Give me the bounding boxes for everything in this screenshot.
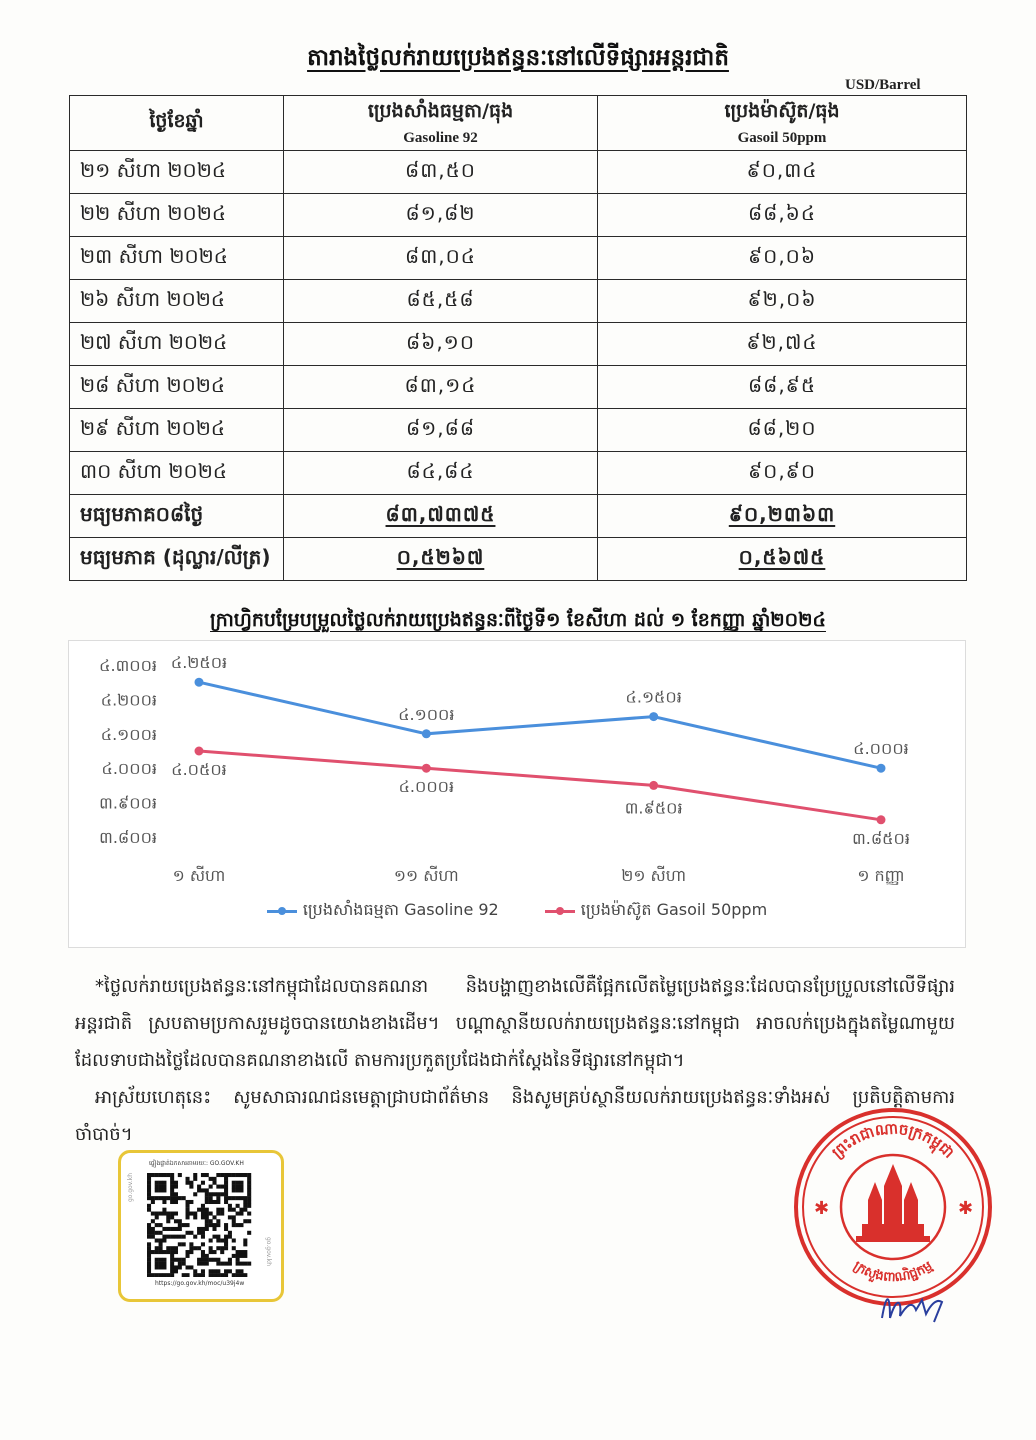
qr-url[interactable]: https://go.gov.kh/moc/u39j4w bbox=[155, 1280, 245, 1287]
gasoline-cell: ៨១,៨២ bbox=[284, 194, 598, 237]
svg-text:✱: ✱ bbox=[958, 1198, 974, 1219]
gasoil-cell: ៩០,៣៤ bbox=[598, 151, 967, 194]
series-line bbox=[199, 682, 881, 768]
date-cell: ២៧ សីហា ២០២៤ bbox=[70, 323, 284, 366]
gasoline-cell: ៨៣,១៤ bbox=[284, 366, 598, 409]
qr-side-right: go.gov.kh bbox=[265, 1237, 272, 1267]
y-tick-label: ៤.៣០០៛ bbox=[99, 656, 157, 675]
svg-text:✱: ✱ bbox=[814, 1198, 830, 1219]
y-tick-label: ៣.៨០០៛ bbox=[99, 828, 157, 847]
data-label: ៤.២៥០៛ bbox=[170, 653, 228, 673]
date-cell: ២៩ សីហា ២០២៤ bbox=[70, 409, 284, 452]
average-8day-gasoline: ៨៣,៧៣៧៥ bbox=[284, 495, 598, 538]
line-chart bbox=[68, 640, 966, 948]
gasoline-cell: ៨៥,៥៨ bbox=[284, 280, 598, 323]
series-line bbox=[199, 751, 881, 820]
qr-header: ផ្ទៀងផ្ទាត់ឯកសារតាមរយៈ: GO.GOV.KH bbox=[149, 1160, 244, 1167]
header-date: ថ្ងៃខែឆ្នាំ bbox=[70, 96, 284, 151]
gasoline-cell: ៨៣,០៤ bbox=[284, 237, 598, 280]
table-row bbox=[70, 366, 967, 409]
chart-legend bbox=[69, 899, 965, 923]
y-tick-label: ៣.៩០០៛ bbox=[99, 793, 157, 813]
table-row bbox=[70, 409, 967, 452]
qr-side-left: go.gov.kh bbox=[127, 1173, 134, 1203]
table-row bbox=[70, 452, 967, 495]
gasoil-cell: ៩០,០៦ bbox=[598, 237, 967, 280]
table-row bbox=[70, 323, 967, 366]
notice-text-1: *ថ្លៃលក់រាយប្រេងឥន្ធនៈនៅកម្ពុជាដែលបានគណនា និងបង្ហាញខាងលើគឺផ្អែកលើតម្លៃប្រេងឥន្ធនៈដែលបានប្រែប្រួលនៅលើទីផ្សារអន្តរជាតិ ស្របតាមប្រកាសរួមដូចបានយោងខាងដើម។ បណ្តាស្ថានីយលក់រាយប្រេងឥន្ធនៈនៅកម្ពុជា អាចលក់ប្រេងក្នុងតម្លៃណាមួយ ដែលទាបជាងថ្លៃដែលបានគណនាខាងលើ តាមការប្រកួតប្រជែងជាក់ស្តែងនៃទីផ្សារនៅកម្ពុជា។ bbox=[75, 976, 955, 1071]
price-table bbox=[69, 95, 967, 581]
gasoline-cell: ៨៦,១០ bbox=[284, 323, 598, 366]
gasoline-cell: ៨៤,៨៤ bbox=[284, 452, 598, 495]
date-cell: ២២ សីហា ២០២៤ bbox=[70, 194, 284, 237]
average-litre-label: មធ្យមភាគ (ដុល្លារ/លីត្រ) bbox=[70, 538, 284, 581]
data-label: ៣.៨៥០៛ bbox=[852, 828, 910, 848]
y-tick-label: ៤.០០០៛ bbox=[101, 759, 157, 779]
legend-item-gasoline bbox=[267, 899, 499, 923]
x-tick-label: ១ សីហា bbox=[172, 866, 226, 885]
gasoil-cell: ៩២,៧៤ bbox=[598, 323, 967, 366]
data-label: ៤.១០០៛ bbox=[398, 704, 455, 724]
table-row bbox=[70, 237, 967, 280]
table-row bbox=[70, 151, 967, 194]
date-cell: ២៣ សីហា ២០២៤ bbox=[70, 237, 284, 280]
y-tick-label: ៤.២០០៛ bbox=[100, 690, 157, 710]
data-label: ៤.១៥០៛ bbox=[625, 687, 682, 707]
chart-title: ក្រាហ្វិកបម្រែបម្រួលថ្លៃលក់រាយប្រេងឥន្ធនៈពីថ្ងៃទី១ ខែសីហា ដល់ ១ ខែកញ្ញា ឆ្នាំ២០២៤ bbox=[210, 609, 826, 631]
table-row bbox=[70, 194, 967, 237]
gasoil-cell: ៨៨,៩៥ bbox=[598, 366, 967, 409]
x-tick-label: ១ កញ្ញា bbox=[857, 866, 905, 885]
legend-label-gasoline: ប្រេងសាំងធម្មតា Gasoline 92 bbox=[302, 900, 499, 919]
document-title: តារាងថ្លៃលក់រាយប្រេងឥន្ធនៈនៅលើទីផ្សារអន្តរជាតិ bbox=[307, 44, 729, 71]
data-point bbox=[195, 747, 204, 756]
average-litre-gasoil: ០,៥៦៧៥ bbox=[598, 538, 967, 581]
gasoil-cell: ៩២,០៦ bbox=[598, 280, 967, 323]
header-gasoline: ប្រេងសាំងធម្មតា/ធុង Gasoline 92 bbox=[284, 96, 598, 151]
date-cell: ២៦ សីហា ២០២៤ bbox=[70, 280, 284, 323]
average-8day-label: មធ្យមភាគ០៨ថ្ងៃ bbox=[70, 495, 284, 538]
gasoil-cell: ៨៨,២០ bbox=[598, 409, 967, 452]
table-row bbox=[70, 280, 967, 323]
y-tick-label: ៤.១០០៛ bbox=[100, 724, 157, 744]
svg-text:ក្រសួងពាណិជ្ជកម្ម: ក្រសួងពាណិជ្ជកម្ម bbox=[850, 1258, 936, 1286]
data-label: ៤.០០០៛ bbox=[398, 777, 455, 797]
date-cell: ២៨ សីហា ២០២៤ bbox=[70, 366, 284, 409]
unit-label: USD/Barrel bbox=[845, 77, 921, 93]
table-header-row bbox=[70, 96, 967, 151]
average-litre-row bbox=[70, 538, 967, 581]
average-8day-gasoil: ៩០,២៣៦៣ bbox=[598, 495, 967, 538]
x-tick-label: ១១ សីហា bbox=[393, 866, 459, 885]
data-label: ៣.៩៥០៛ bbox=[624, 798, 683, 818]
ministry-seal-icon bbox=[792, 1106, 994, 1308]
header-gasoil: ប្រេងម៉ាស៊ូត/ធុង Gasoil 50ppm bbox=[598, 96, 967, 151]
data-point bbox=[422, 729, 431, 738]
x-tick-label: ២១ សីហា bbox=[621, 866, 687, 885]
average-litre-gasoline: ០,៥២៦៧ bbox=[284, 538, 598, 581]
date-cell: ៣០ សីហា ២០២៤ bbox=[70, 452, 284, 495]
legend-swatch-gasoline bbox=[267, 910, 297, 913]
legend-item-gasoil bbox=[545, 899, 767, 923]
data-point bbox=[649, 781, 658, 790]
average-8day-row bbox=[70, 495, 967, 538]
chart-plot bbox=[69, 641, 965, 891]
data-point bbox=[422, 764, 431, 773]
svg-text:ព្រះរាជាណាចក្រកម្ពុជា: ព្រះរាជាណាចក្រកម្ពុជា bbox=[828, 1119, 958, 1162]
legend-label-gasoil: ប្រេងម៉ាស៊ូត Gasoil 50ppm bbox=[580, 900, 768, 919]
data-point bbox=[877, 764, 886, 773]
gasoline-cell: ៨៣,៥០ bbox=[284, 151, 598, 194]
qr-verification-card bbox=[118, 1150, 284, 1302]
gasoline-cell: ៨១,៨៨ bbox=[284, 409, 598, 452]
qr-code-icon[interactable] bbox=[147, 1173, 255, 1277]
gasoil-cell: ៩០,៩០ bbox=[598, 452, 967, 495]
data-label: ៤.០៥០៛ bbox=[171, 760, 227, 779]
data-point bbox=[195, 678, 204, 687]
data-label: ៤.០០០៛ bbox=[853, 739, 909, 759]
gasoil-cell: ៨៨,៦៤ bbox=[598, 194, 967, 237]
date-cell: ២១ សីហា ២០២៤ bbox=[70, 151, 284, 194]
signature-icon bbox=[876, 1288, 956, 1328]
legend-swatch-gasoil bbox=[545, 910, 575, 913]
data-point bbox=[877, 815, 886, 824]
data-point bbox=[649, 712, 658, 721]
notice-text-2: អាស្រ័យហេតុនេះ សូមសាធារណជនមេត្តាជ្រាបជាព័ត៌មាន និងសូមគ្រប់ស្ថានីយលក់រាយប្រេងឥន្ធនៈទាំងអស់ ប្រតិបត្តិតាមការចាំបាច់។ bbox=[75, 1087, 955, 1145]
